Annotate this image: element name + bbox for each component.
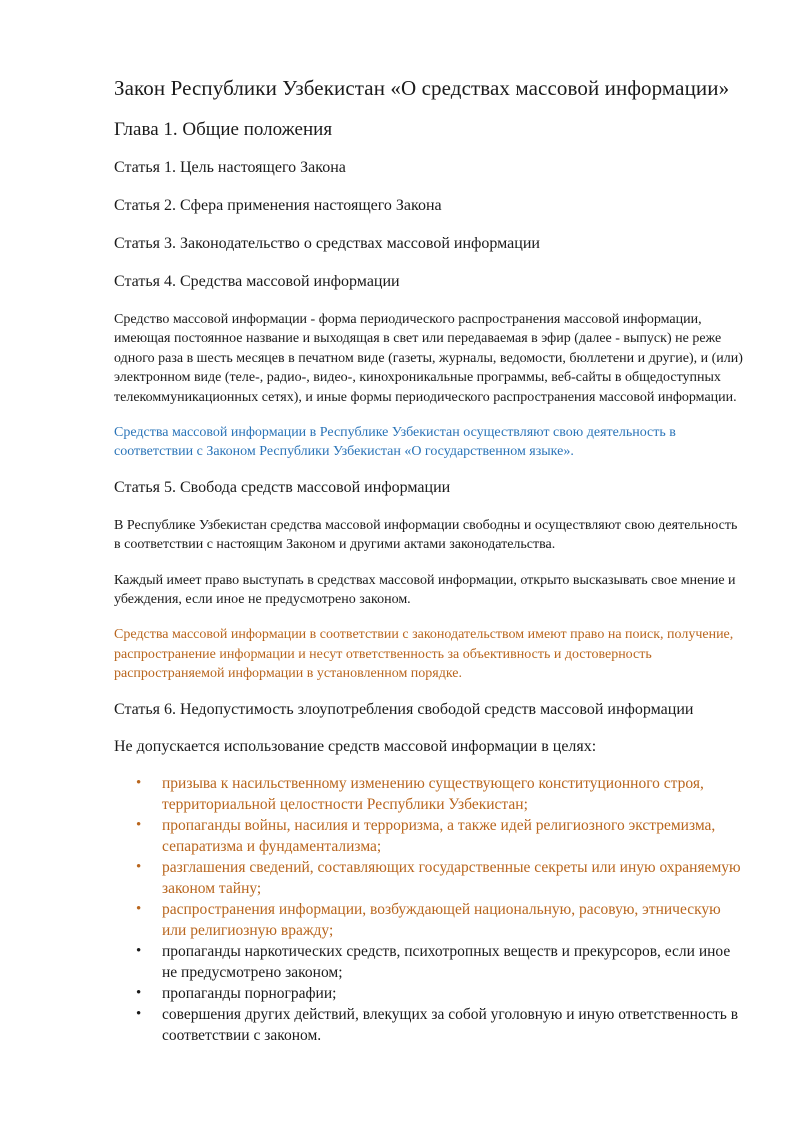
article-2-heading: Статья 2. Сфера применения настоящего Закона: [114, 197, 442, 214]
article-3-heading: Статья 3. Законодательство о средствах массовой информации: [114, 235, 540, 252]
bullet-icon: •: [136, 1005, 142, 1022]
list-item-text: распространения информации, возбуждающей национальную, расовую, этническую или религиозную вражду;: [162, 900, 721, 939]
chapter-heading: Глава 1. Общие положения: [114, 119, 333, 140]
bullet-icon: •: [136, 774, 142, 791]
list-item: [114, 857, 744, 899]
bullet-icon: •: [136, 984, 142, 1001]
list-item-text: разглашения сведений, составляющих государственные секреты или иную охраняемую законом тайну;: [162, 858, 741, 897]
list-item: [114, 1004, 744, 1046]
prohibition-list: [114, 773, 744, 1046]
bullet-icon: •: [136, 858, 142, 875]
bullet-icon: •: [136, 816, 142, 833]
bullet-icon: •: [136, 900, 142, 917]
list-item-text: пропаганды войны, насилия и терроризма, а также идей религиозного экстремизма, сепаратизма и фундаментализма;: [162, 816, 716, 855]
responsibility-paragraph: Средства массовой информации в соответствии с законодательством имеют право на поиск, получение, распространение информации и несут ответственность за объективность и достоверность распространяемой информации в установленном порядке.: [114, 627, 734, 682]
article-5-heading: Статья 5. Свобода средств массовой информации: [114, 478, 451, 496]
language-paragraph: Средства массовой информации в Республике Узбекистан осуществляют свою деятельность в соответствии с Законом Республики Узбекистан «О государственном языке».: [114, 425, 676, 460]
list-item: [114, 773, 744, 815]
article-4-heading: Статья 4. Средства массовой информации: [114, 273, 400, 290]
list-item-text: совершения других действий, влекущих за собой уголовную и иную ответственность в соответствии с законом.: [162, 1005, 739, 1044]
list-item: [114, 815, 744, 857]
article-1-heading: Статья 1. Цель настоящего Закона: [114, 159, 346, 176]
bullet-icon: •: [136, 942, 142, 959]
list-item: [114, 983, 744, 1004]
right-paragraph: Каждый имеет право выступать в средствах массовой информации, открыто высказывать свое мнение и убеждения, если иное не предусмотрено законом.: [114, 572, 736, 608]
prohibition-lead: Не допускается использование средств массовой информации в целях:: [114, 737, 597, 755]
document-title: Закон Республики Узбекистан «О средствах массовой информации»: [114, 76, 730, 100]
list-item: [114, 941, 744, 983]
freedom-paragraph: В Республике Узбекистан средства массовой информации свободны и осуществляют свою деятельность в соответствии с настоящим Законом и другими актами законодательства.: [114, 517, 738, 553]
list-item-text: пропаганды наркотических средств, психотропных веществ и прекурсоров, если иное не предусмотрено законом;: [162, 942, 731, 981]
list-item: [114, 899, 744, 941]
definition-paragraph: Средство массовой информации - форма периодического распространения массовой информации, имеющая постоянное название и выходящая в свет или передаваемая в эфир (далее - выпуск) не реже одного раза в шесть месяцев в печатном виде (газеты, журналы, ведомости, бюллетени и другие), и (или) электронном виде (теле-, радио-, видео-, кинохроникальные программы, веб-сайты в общедоступных телекоммуникационных сетях), и иные формы периодического распространения массовой информации.: [114, 312, 743, 405]
list-item-text: пропаганды порнографии;: [162, 984, 337, 1002]
list-item-text: призыва к насильственному изменению существующего конституционного строя, территориальной целостности Республики Узбекистан;: [162, 774, 704, 813]
article-6-heading: Статья 6. Недопустимость злоупотребления свободой средств массовой информации: [114, 700, 694, 718]
